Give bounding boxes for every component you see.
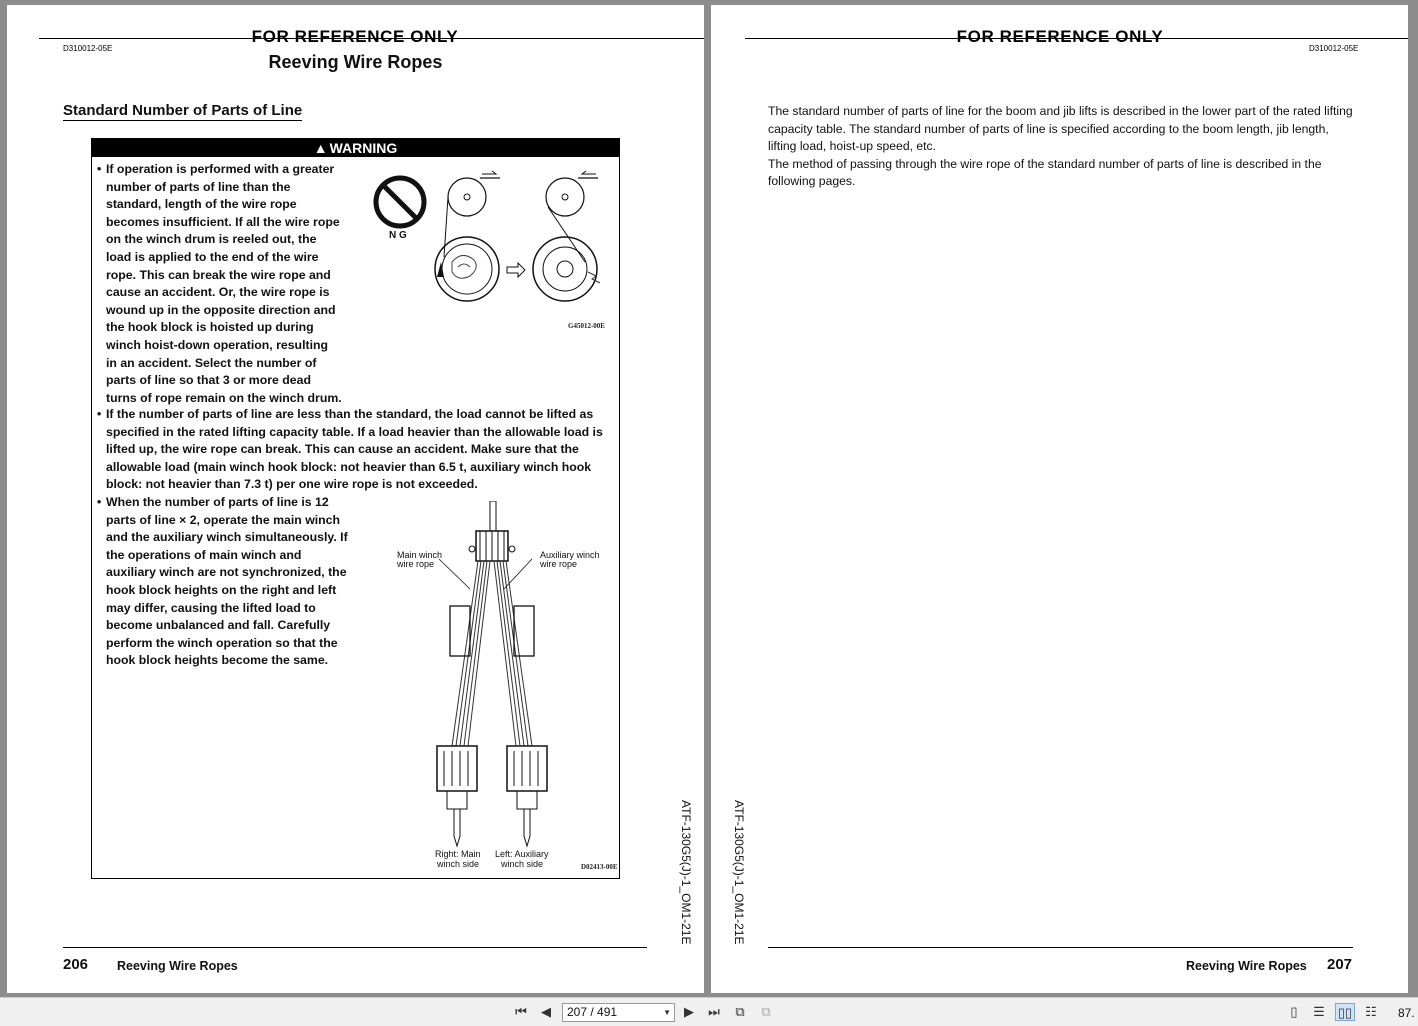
doc-code: D310012-05E bbox=[1309, 44, 1359, 53]
figure1-code: G45012-00E bbox=[568, 322, 605, 330]
main-rope-label-2: wire rope bbox=[397, 559, 435, 569]
warning-bullet-3: • When the number of parts of line is 12 parts of line × 2, operate the main winch and the auxiliary winch simultaneously. If the operations of main winch and auxiliary winch are not synchronized, the hook block heights on the right and left may differ, causing the lifted load to become unbalanced and fall. Carefully perform the winch operation so that the hook block heights become the same. bbox=[97, 495, 348, 668]
reference-label: FOR REFERENCE ONLY bbox=[251, 27, 459, 46]
reference-label: FOR REFERENCE ONLY bbox=[956, 27, 1164, 46]
warning-label: WARNING bbox=[329, 140, 398, 156]
vertical-doc-code: ATF-130G5(J)-1_OM1-21E bbox=[732, 800, 746, 945]
body-text bbox=[768, 103, 1358, 191]
aux-rope-label-1: Auxiliary winch bbox=[540, 550, 600, 560]
continuous-facing-icon[interactable]: ☷ bbox=[1365, 1004, 1377, 1019]
facing-pages-icon[interactable]: ▯▯ bbox=[1335, 1003, 1355, 1021]
figure2-code: D02413-00E bbox=[581, 863, 618, 871]
sub-heading: Standard Number of Parts of Line bbox=[63, 102, 303, 119]
continuous-icon[interactable]: ☰ bbox=[1313, 1004, 1325, 1019]
warning-bullet-1: • If operation is performed with a greater number of parts of line than the standard, length of the wire rope becomes insufficient. If all the wire rope on the winch drum is reeled out, the load is applied to the end of the wire rope. This can break the wire rope and cause an accident. Or, the wire rope is wound up in the opposite direction and the hook block is hoisted up during winch hoist-down operation, resulting in an accident. Select the number of parts of line so that 3 or more dead turns of rope remain on the winch drum. bbox=[97, 162, 342, 405]
drum-ng-figure bbox=[370, 167, 610, 327]
section-title: Reeving Wire Ropes bbox=[268, 52, 443, 72]
page-number-select[interactable]: 207 / 491 ▼ bbox=[562, 1003, 675, 1022]
footer-rule bbox=[63, 947, 647, 948]
next-page-icon[interactable]: ▶ bbox=[684, 1004, 694, 1019]
chevron-down-icon: ▼ bbox=[663, 1008, 671, 1017]
viewer-toolbar bbox=[0, 997, 1418, 1026]
aux-rope-label-2: wire rope bbox=[540, 559, 578, 569]
single-page-icon[interactable]: ▯ bbox=[1290, 1004, 1298, 1019]
main-rope-label-1: Main winch bbox=[397, 550, 443, 560]
warning-bullet-2: • If the number of parts of line are less than the standard, the load cannot be lifted as specified in the rated lifting capacity table. If a load heavier than the allowable load is lifted up, the wire rope can break. This can cause an accident. Make sure that the allowable load (main winch hook block: not heavier than 6.5 t, auxiliary winch hook block: not heavier than 7.3 t) per one wire rope is not exceeded. bbox=[97, 407, 603, 492]
first-page-icon[interactable]: ⏮ bbox=[515, 1004, 527, 1019]
warning-triangle-icon: ▲ bbox=[313, 140, 328, 156]
left-aux-label-1: Left: Auxiliary bbox=[495, 849, 549, 859]
prohibition-icon bbox=[376, 178, 424, 226]
last-page-icon[interactable]: ⏭ bbox=[708, 1004, 720, 1019]
footer-title: Reeving Wire Ropes bbox=[1186, 959, 1307, 973]
paragraph-2: The method of passing through the wire rope of the standard number of parts of line is described in the following pages. bbox=[768, 156, 1322, 189]
hook-block-figure bbox=[392, 501, 617, 871]
right-page bbox=[711, 5, 1408, 993]
warning-header bbox=[92, 139, 619, 157]
footer-title: Reeving Wire Ropes bbox=[117, 959, 238, 973]
left-aux-label-2: winch side bbox=[501, 859, 544, 869]
right-main-label-1: Right: Main bbox=[435, 849, 481, 859]
next-view-icon[interactable]: ⧉ bbox=[761, 1004, 771, 1019]
previous-view-icon[interactable]: ⧉ bbox=[735, 1004, 745, 1019]
footer-rule bbox=[768, 947, 1353, 948]
vertical-doc-code: ATF-130G5(J)-1_OM1-21E bbox=[679, 800, 693, 945]
right-main-label-2: winch side bbox=[437, 859, 480, 869]
doc-code: D310012-05E bbox=[63, 44, 113, 53]
page-number: 206 bbox=[63, 956, 89, 973]
ng-label: N G bbox=[389, 230, 407, 241]
previous-page-icon[interactable]: ◀ bbox=[541, 1004, 551, 1019]
page-number: 207 bbox=[1327, 956, 1353, 973]
paragraph-1: The standard number of parts of line for the boom and jib lifts is described in the lower part of the rated lifting capacity table. The standard number of parts of line is specified according to the boom length, jib length, lifting load, hoist-up speed, etc. bbox=[768, 104, 1353, 154]
warning-box bbox=[91, 138, 620, 879]
left-page bbox=[7, 5, 704, 993]
zoom-level[interactable]: 87. bbox=[1398, 1006, 1415, 1020]
